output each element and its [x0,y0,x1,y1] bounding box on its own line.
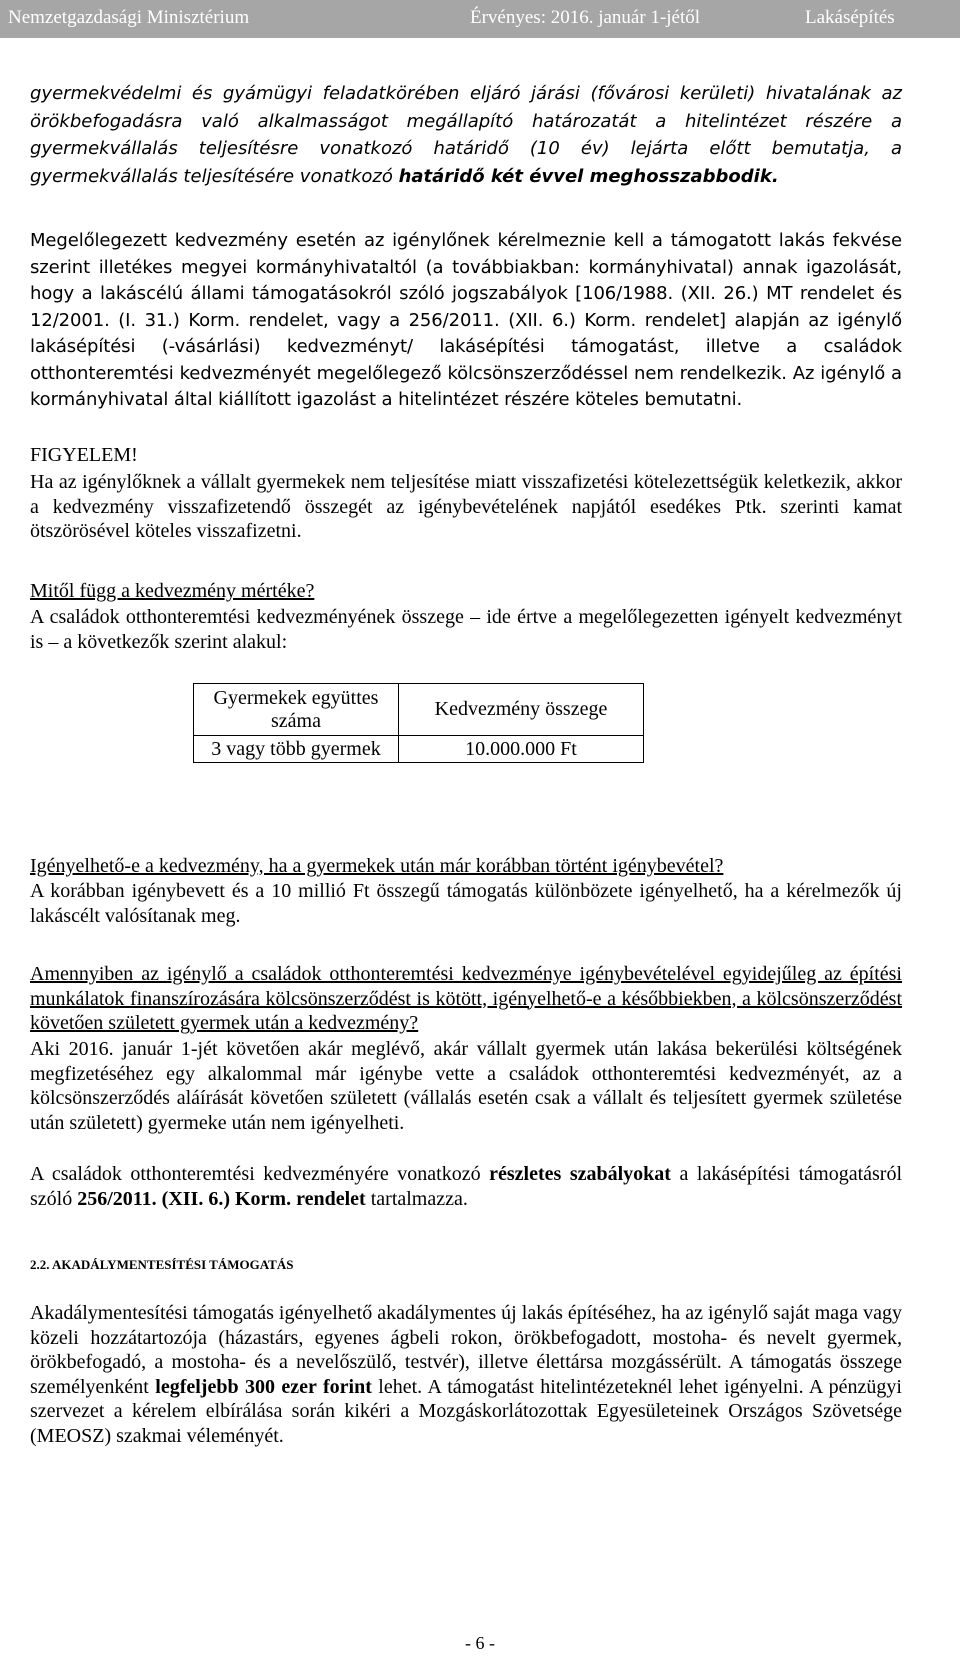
reszletes-bold-2: 256/2011. (XII. 6.) Korm. rendelet [77,1187,366,1210]
table-row [194,736,644,763]
intro-paragraph [30,80,902,190]
figyelem-label: FIGYELEM! [30,444,138,466]
header-validity: Érvényes: 2016. január 1-jétől [470,7,701,28]
kedvezmeny-table [193,683,644,763]
intro-text: gyermekvédelmi és gyámügyi feladatkörében eljáró járási (fővárosi kerületi) hivatalának az örökbefogadásra való alkalmasságot megállapító határozatát a hitelintézet részére a gyermekvállalás teljesítésre vonatkozó határidő (10 év) lejárta előtt bemutatja, a gyermekvállalás teljesítésére vonatkozó [30,83,902,187]
amennyiben-question: Amennyiben az igénylő a családok otthonteremtési kedvezménye igénybevételével egyidejűleg az építési munkálatok finanszírozására kölcsönszerződést is kötött, igényelhető-e a későbbiekben, a kölcsönszerződést követően született gyermek után a kedvezmény? [30,963,902,1034]
section-text-2: lehet. A támogatást hitelintézeteknél lehet igényelni. A pénzügyi szervezet a kérelem elbírálása során kikéri a Mozgáskorlátozottak Egyesületeinek Országos Szövetsége (MEOSZ) szakmai véleményét. [30,1375,902,1447]
header-topic: Lakásépítés [805,7,895,28]
section-text-1: Akadálymentesítési támogatás igényelhető akadálymentes új lakás építéséhez, ha az igénylő saját maga vagy közeli hozzátartozója (házastárs, egyenes ágbeli rokon, örökbefogadott, mostoha- és nevelt gyermek, örökbefogadó, a mostoha- és a nevelőszülő, testvér), illetve élettársa mozgássérült. A támogatás összege személyenként [30,1302,902,1398]
page-number: - 6 - [465,1633,495,1653]
mertek-paragraph: A családok otthonteremtési kedvezményének összege – ide értve a megelőlegezetten igényelt kedvezményt is – a következők szerint alakul: [30,606,902,653]
table-cell-children: 3 vagy több gyermek [194,736,399,763]
section-bold: legfeljebb 300 ezer forint [155,1375,372,1398]
korabbi-paragraph: A korábban igénybevett és a 10 millió Ft összegű támogatás különbözete igényelhető, ha a kérelmezők új lakáscélt valósítanak meg. [30,880,902,927]
figyelem-paragraph: Ha az igénylőknek a vállalt gyermekek nem teljesítése miatt visszafizetési kötelezettségük keletkezik, akkor a kedvezmény visszafizetendő összegét az igénybevételének napjától esedékes Ptk. szerinti kamat ötszörösével köteles visszafizetni. [30,471,902,542]
reszletes-text-3: tartalmazza. [365,1187,468,1210]
reszletes-text-2: a lakásépítési támogatásról szóló [30,1163,903,1210]
megelolegezett-paragraph: Megelőlegezett kedvezmény esetén az igénylőnek kérelmeznie kell a támogatott lakás fekvése szerint illetékes megyei kormányhivataltól (a továbbiakban: kormányhivatal) annak igazolását, hogy a lakáscélú állami támogatásokról szóló jogszabályok [106/1988. (XII. 26.) MT rendelet és 12/2001. (I. 31.) Korm. rendelet, vagy a 256/2011. (XII. 6.) Korm. rendelet] alapján az igénylő lakásépítési (-vásárlási) kedvezményt/ lakásépítési támogatást, illetve a családok otthonteremtési kedvezményét megelőlegező kölcsönszerződéssel nem rendelkezik. Az igénylő a kormányhivatal által kiállított igazolást a hitelintézet részére köteles bemutatni. [30,230,902,410]
reszletes-text-1: A családok otthonteremtési kedvezményére vonatkozó [30,1163,490,1185]
korabbi-question: Igényelhető-e a kedvezmény, ha a gyermekek után már korábban történt igénybevétel? [30,855,724,877]
table-header-amount: Kedvezmény összege [399,684,644,736]
section-heading: 2.2. AKADÁLYMENTESÍTÉSI TÁMOGATÁS [30,1257,294,1272]
intro-bold: határidő két évvel meghosszabbodik. [398,165,779,187]
table-header-row [194,684,644,736]
mertek-question: Mitől függ a kedvezmény mértéke? [30,580,315,602]
reszletes-paragraph [30,1162,902,1211]
amennyiben-paragraph: Aki 2016. január 1-jét követően akár meglévő, akár vállalt gyermek után lakása bekerülési költségének megfizetéséhez egy alkalommal már igénybe vette a családok otthonteremtési kedvezményét, az a kölcsönszerződés aláírását követően született (vállalás esetén csak a vállalt és teljesített gyermek születése után született) gyermeke után nem igényelheti. [30,1038,902,1134]
table-cell-amount: 10.000.000 Ft [399,736,644,763]
page-header [0,0,960,38]
reszletes-bold-1: részletes szabályokat [489,1163,671,1185]
table-header-children: Gyermekek együttes száma [194,684,399,736]
header-ministry: Nemzetgazdasági Minisztérium [8,7,250,28]
akadalymentesitesi-paragraph [30,1301,902,1448]
